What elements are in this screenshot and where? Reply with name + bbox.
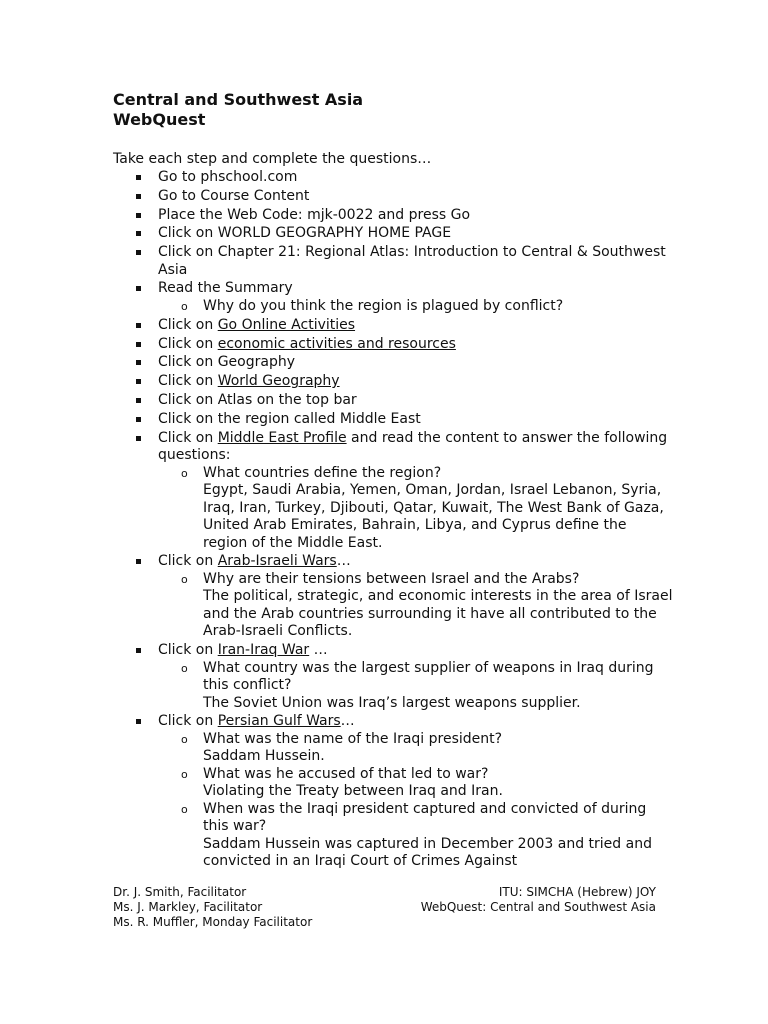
- step-text: Go to phschool.com: [158, 169, 298, 185]
- step-text: Place the Web Code: mjk-0022 and press Go: [158, 206, 471, 223]
- step-text: Click on: [158, 335, 218, 352]
- question-text: What country was the largest supplier of weapons in Iraq during this conflict?: [203, 659, 654, 694]
- step-item: [113, 207, 673, 225]
- question-text: Why do you think the region is plagued by conflict?: [203, 297, 564, 314]
- step-item: [113, 280, 673, 315]
- step-text: Read the Summary: [158, 280, 293, 297]
- answer-text: The Soviet Union was Iraq’s largest weapons supplier.: [203, 694, 581, 711]
- question-text: What was he accused of that led to war?: [203, 765, 489, 782]
- middle-east-profile-link[interactable]: Middle East Profile: [217, 429, 347, 446]
- step-text: Click on: [158, 553, 218, 570]
- step-text: Click on the region called Middle East: [158, 410, 421, 427]
- footer-facilitator-1: Dr. J. Smith, Facilitator: [113, 885, 247, 899]
- answer-text: Saddam Hussein was captured in December 2003 and tried and convicted in an Iraqi Court of Crimes Against: [203, 835, 652, 870]
- step-item: [113, 336, 673, 354]
- footer-facilitator-3: Ms. R. Muffler, Monday Facilitator: [113, 915, 313, 929]
- question-item: [158, 801, 673, 871]
- step-text: Click on: [158, 713, 218, 730]
- footer-left: [113, 885, 312, 930]
- answer-text: Saddam Hussein.: [203, 748, 325, 765]
- intro-text: Take each step and complete the questions…: [113, 151, 432, 167]
- question-list: [158, 465, 673, 553]
- question-text: What countries define the region?: [203, 464, 442, 481]
- iran-iraq-war-link[interactable]: Iran-Iraq War: [217, 642, 310, 659]
- steps-list: [113, 169, 673, 871]
- answer-text: The political, strategic, and economic interests in the area of Israel and the Arab countries surrounding it have all contributed to the Arab-Israeli Conflicts.: [203, 588, 673, 640]
- step-item: [113, 411, 673, 429]
- step-text: Click on Chapter 21: Regional Atlas: Introduction to Central & Southwest Asia: [158, 244, 666, 278]
- step-item: [113, 430, 673, 553]
- answer-text: Egypt, Saudi Arabia, Yemen, Oman, Jordan, Israel Lebanon, Syria, Iraq, Iran, Turkey, Djibouti, Qatar, Kuwait, The West Bank of Gaza, United Arab Emirates, Bahrain, Libya, and Cyprus define the region of the Middle East.: [203, 482, 664, 551]
- step-item: [113, 373, 673, 391]
- question-item: [158, 571, 673, 641]
- title-line-1: Central and Southwest Asia: [113, 90, 364, 109]
- step-text: and read the content to answer the following questions:: [158, 429, 668, 464]
- footer-right: [421, 885, 656, 915]
- step-text: Click on: [158, 642, 218, 659]
- step-item: [113, 642, 673, 712]
- document-page: [113, 90, 673, 872]
- question-text: What was the name of the Iraqi president?: [203, 730, 503, 747]
- question-list: [158, 571, 673, 641]
- step-text: …: [309, 642, 328, 659]
- step-item: [113, 169, 673, 187]
- step-item: [113, 244, 673, 279]
- step-item: [113, 317, 673, 335]
- question-item: [158, 465, 673, 553]
- go-online-activities-link[interactable]: Go Online Activities: [217, 316, 356, 333]
- step-item: [113, 392, 673, 410]
- step-text: …: [336, 553, 351, 570]
- question-item: [158, 766, 673, 801]
- world-geography-link[interactable]: World Geography: [217, 373, 340, 390]
- footer-document-title: WebQuest: Central and Southwest Asia: [420, 900, 656, 914]
- question-item: [158, 731, 673, 766]
- question-item: [158, 660, 673, 713]
- question-text: When was the Iraqi president captured and convicted of during this war?: [203, 800, 647, 835]
- step-item: [113, 553, 673, 641]
- step-text: Click on Geography: [158, 354, 295, 371]
- arab-israeli-wars-link[interactable]: Arab-Israeli Wars: [217, 553, 337, 570]
- step-item: [113, 188, 673, 206]
- footer-facilitator-2: Ms. J. Markley, Facilitator: [113, 900, 263, 914]
- step-text: Click on: [158, 429, 218, 446]
- step-item: [113, 354, 673, 372]
- question-list: [158, 660, 673, 713]
- question-list: [158, 731, 673, 871]
- persian-gulf-wars-link[interactable]: Persian Gulf Wars: [217, 713, 341, 730]
- answer-text: Violating the Treaty between Iraq and Iran.: [203, 783, 503, 800]
- footer-course: ITU: SIMCHA (Hebrew) JOY: [498, 885, 656, 899]
- title-line-2: WebQuest: [113, 110, 206, 129]
- step-text: Click on: [158, 316, 218, 333]
- step-item: [113, 713, 673, 871]
- economic-activities-link[interactable]: economic activities and resources: [217, 335, 456, 352]
- question-list: [158, 298, 673, 316]
- step-text: …: [340, 713, 355, 730]
- step-text: Click on WORLD GEOGRAPHY HOME PAGE: [158, 225, 452, 242]
- step-text: Click on Atlas on the top bar: [158, 391, 357, 408]
- question-text: Why are their tensions between Israel and the Arabs?: [203, 570, 580, 587]
- step-text: Click on: [158, 373, 218, 390]
- question-item: [158, 298, 673, 316]
- step-item: [113, 225, 673, 243]
- step-text: Go to Course Content: [158, 187, 310, 204]
